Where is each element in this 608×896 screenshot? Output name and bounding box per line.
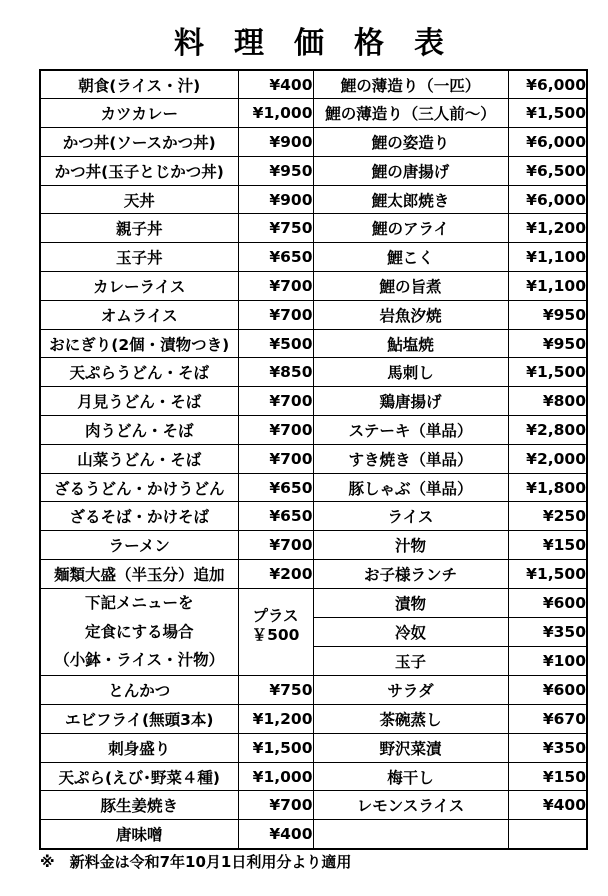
menu-item-name: かつ丼(玉子とじかつ丼) <box>40 156 238 185</box>
menu-item-price: ¥2,000 <box>508 444 587 473</box>
menu-item-name: おにぎり(2個・漬物つき) <box>40 329 238 358</box>
menu-item-price: ¥1,500 <box>508 560 587 589</box>
table-row <box>40 243 587 272</box>
set-meal-lines <box>41 589 238 675</box>
price-table <box>39 69 588 850</box>
table-row <box>40 676 587 705</box>
menu-item-name: かつ丼(ソースかつ丼) <box>40 128 238 157</box>
menu-item-name: 豚しゃぶ（単品） <box>313 473 508 502</box>
table-row <box>40 733 587 762</box>
menu-item-name: 鯉の薄造り（三人前～） <box>313 99 508 128</box>
menu-item-price: ¥1,500 <box>508 99 587 128</box>
menu-item-price: ¥700 <box>238 387 313 416</box>
menu-item-name: カレーライス <box>40 272 238 301</box>
table-row <box>40 99 587 128</box>
menu-item-price: ¥600 <box>508 588 587 617</box>
menu-item-price: ¥700 <box>238 444 313 473</box>
menu-item-price: ¥500 <box>238 329 313 358</box>
menu-item-price: ¥900 <box>238 185 313 214</box>
table-row <box>40 820 587 849</box>
menu-item-price: ¥1,500 <box>238 733 313 762</box>
menu-item-name: 唐味噌 <box>40 820 238 849</box>
menu-item-price: ¥1,000 <box>238 99 313 128</box>
table-row <box>40 214 587 243</box>
set-meal-line: （小鉢・ライス・汁物） <box>54 651 225 670</box>
table-row <box>40 272 587 301</box>
menu-item-name: 鶏唐揚げ <box>313 387 508 416</box>
menu-item-price: ¥350 <box>508 733 587 762</box>
menu-item-price: ¥150 <box>508 762 587 791</box>
menu-item-name: ざるうどん・かけうどん <box>40 473 238 502</box>
menu-item-price: ¥750 <box>238 214 313 243</box>
menu-item-name: 馬刺し <box>313 358 508 387</box>
table-row <box>40 156 587 185</box>
table-row <box>40 502 587 531</box>
menu-item-name: 鯉こく <box>313 243 508 272</box>
menu-item-price: ¥800 <box>508 387 587 416</box>
set-meal-price <box>238 588 313 675</box>
menu-item-price: ¥700 <box>238 791 313 820</box>
menu-item-price: ¥400 <box>238 70 313 99</box>
menu-item-price: ¥350 <box>508 617 587 646</box>
menu-item-name: ステーキ（単品） <box>313 416 508 445</box>
menu-item-name: ざるそば・かけそば <box>40 502 238 531</box>
menu-item-price: ¥700 <box>238 272 313 301</box>
menu-item-name: エビフライ(無頭3本) <box>40 705 238 734</box>
set-meal-line: 定食にする場合 <box>84 622 194 641</box>
menu-item-price: ¥950 <box>508 329 587 358</box>
table-row <box>40 560 587 589</box>
table-row <box>40 791 587 820</box>
menu-item-name: ラーメン <box>40 531 238 560</box>
table-row <box>40 705 587 734</box>
price-table-body <box>40 70 587 849</box>
menu-item-price: ¥650 <box>238 473 313 502</box>
menu-item-price: ¥700 <box>238 416 313 445</box>
table-row <box>40 588 587 617</box>
menu-item-price: ¥600 <box>508 676 587 705</box>
table-row <box>40 387 587 416</box>
menu-item-name: 鯉の旨煮 <box>313 272 508 301</box>
table-row <box>40 329 587 358</box>
menu-item-name: 朝食(ライス・汁) <box>40 70 238 99</box>
menu-item-name: 漬物 <box>313 588 508 617</box>
menu-item-name: 玉子 <box>313 647 508 676</box>
table-row <box>40 128 587 157</box>
menu-item-name: 茶碗蒸し <box>313 705 508 734</box>
menu-item-name: 天丼 <box>40 185 238 214</box>
menu-item-price: ¥1,800 <box>508 473 587 502</box>
menu-item-name: 月見うどん・そば <box>40 387 238 416</box>
menu-item-price: ¥6,000 <box>508 185 587 214</box>
menu-item-name: 鯉の姿造り <box>313 128 508 157</box>
menu-item-price: ¥700 <box>238 300 313 329</box>
menu-item-price: ¥100 <box>508 647 587 676</box>
menu-item-price: ¥6,500 <box>508 156 587 185</box>
menu-item-name: 汁物 <box>313 531 508 560</box>
empty-cell <box>313 820 508 849</box>
menu-item-name: ライス <box>313 502 508 531</box>
menu-item-price: ¥950 <box>238 156 313 185</box>
menu-item-price: ¥750 <box>238 676 313 705</box>
menu-item-name: レモンスライス <box>313 791 508 820</box>
table-row <box>40 416 587 445</box>
table-row <box>40 185 587 214</box>
menu-item-name: 野沢菜漬 <box>313 733 508 762</box>
menu-item-name: 鯉太郎焼き <box>313 185 508 214</box>
menu-item-name: 豚生姜焼き <box>40 791 238 820</box>
menu-item-price: ¥650 <box>238 243 313 272</box>
menu-item-price: ¥400 <box>238 820 313 849</box>
table-row <box>40 473 587 502</box>
table-row <box>40 762 587 791</box>
menu-item-name: 岩魚汐焼 <box>313 300 508 329</box>
menu-item-name: 梅干し <box>313 762 508 791</box>
menu-item-price: ¥1,200 <box>508 214 587 243</box>
menu-item-name: 冷奴 <box>313 617 508 646</box>
menu-item-name: 麺類大盛（半玉分）追加 <box>40 560 238 589</box>
menu-item-price: ¥1,200 <box>238 705 313 734</box>
menu-item-name: 鮎塩焼 <box>313 329 508 358</box>
menu-item-price: ¥6,000 <box>508 128 587 157</box>
set-meal-price-text <box>239 607 313 657</box>
menu-item-name: 刺身盛り <box>40 733 238 762</box>
menu-item-name: 親子丼 <box>40 214 238 243</box>
set-meal-line: 下記メニューを <box>84 593 194 612</box>
set-meal-description <box>40 588 238 675</box>
empty-cell <box>508 820 587 849</box>
menu-item-name: 天ぷら(えび･野菜４種) <box>40 762 238 791</box>
menu-item-name: カツカレー <box>40 99 238 128</box>
page-title: 料理価格表 <box>174 26 474 61</box>
menu-item-price: ¥250 <box>508 502 587 531</box>
menu-item-price: ¥1,100 <box>508 243 587 272</box>
menu-item-price: ¥6,000 <box>508 70 587 99</box>
menu-item-name: 鯉の唐揚げ <box>313 156 508 185</box>
menu-item-name: 天ぷらうどん・そば <box>40 358 238 387</box>
menu-item-price: ¥1,000 <box>238 762 313 791</box>
menu-item-price: ¥2,800 <box>508 416 587 445</box>
menu-item-price: ¥700 <box>238 531 313 560</box>
menu-item-price: ¥150 <box>508 531 587 560</box>
table-row <box>40 70 587 99</box>
menu-item-name: オムライス <box>40 300 238 329</box>
menu-item-price: ¥400 <box>508 791 587 820</box>
set-meal-price-prefix: プラス <box>252 607 299 626</box>
menu-item-price: ¥1,100 <box>508 272 587 301</box>
menu-item-name: お子様ランチ <box>313 560 508 589</box>
table-row <box>40 300 587 329</box>
table-row <box>40 531 587 560</box>
menu-item-name: 肉うどん・そば <box>40 416 238 445</box>
menu-item-price: ¥950 <box>508 300 587 329</box>
menu-item-price: ¥1,500 <box>508 358 587 387</box>
menu-item-price: ¥900 <box>238 128 313 157</box>
menu-item-name: 鯉のアライ <box>313 214 508 243</box>
menu-item-price: ¥850 <box>238 358 313 387</box>
menu-item-name: とんかつ <box>40 676 238 705</box>
menu-item-name: 山菜うどん・そば <box>40 444 238 473</box>
footnote: ※ 新料金は令和7年10月1日利用分より適用 <box>40 853 352 871</box>
set-meal-price-value: ￥500 <box>251 626 300 645</box>
menu-item-name: すき焼き（単品） <box>313 444 508 473</box>
menu-item-name: 鯉の薄造り（一匹） <box>313 70 508 99</box>
menu-item-price: ¥670 <box>508 705 587 734</box>
menu-item-price: ¥200 <box>238 560 313 589</box>
table-row <box>40 358 587 387</box>
menu-item-price: ¥650 <box>238 502 313 531</box>
table-row <box>40 444 587 473</box>
menu-item-name: サラダ <box>313 676 508 705</box>
menu-item-name: 玉子丼 <box>40 243 238 272</box>
